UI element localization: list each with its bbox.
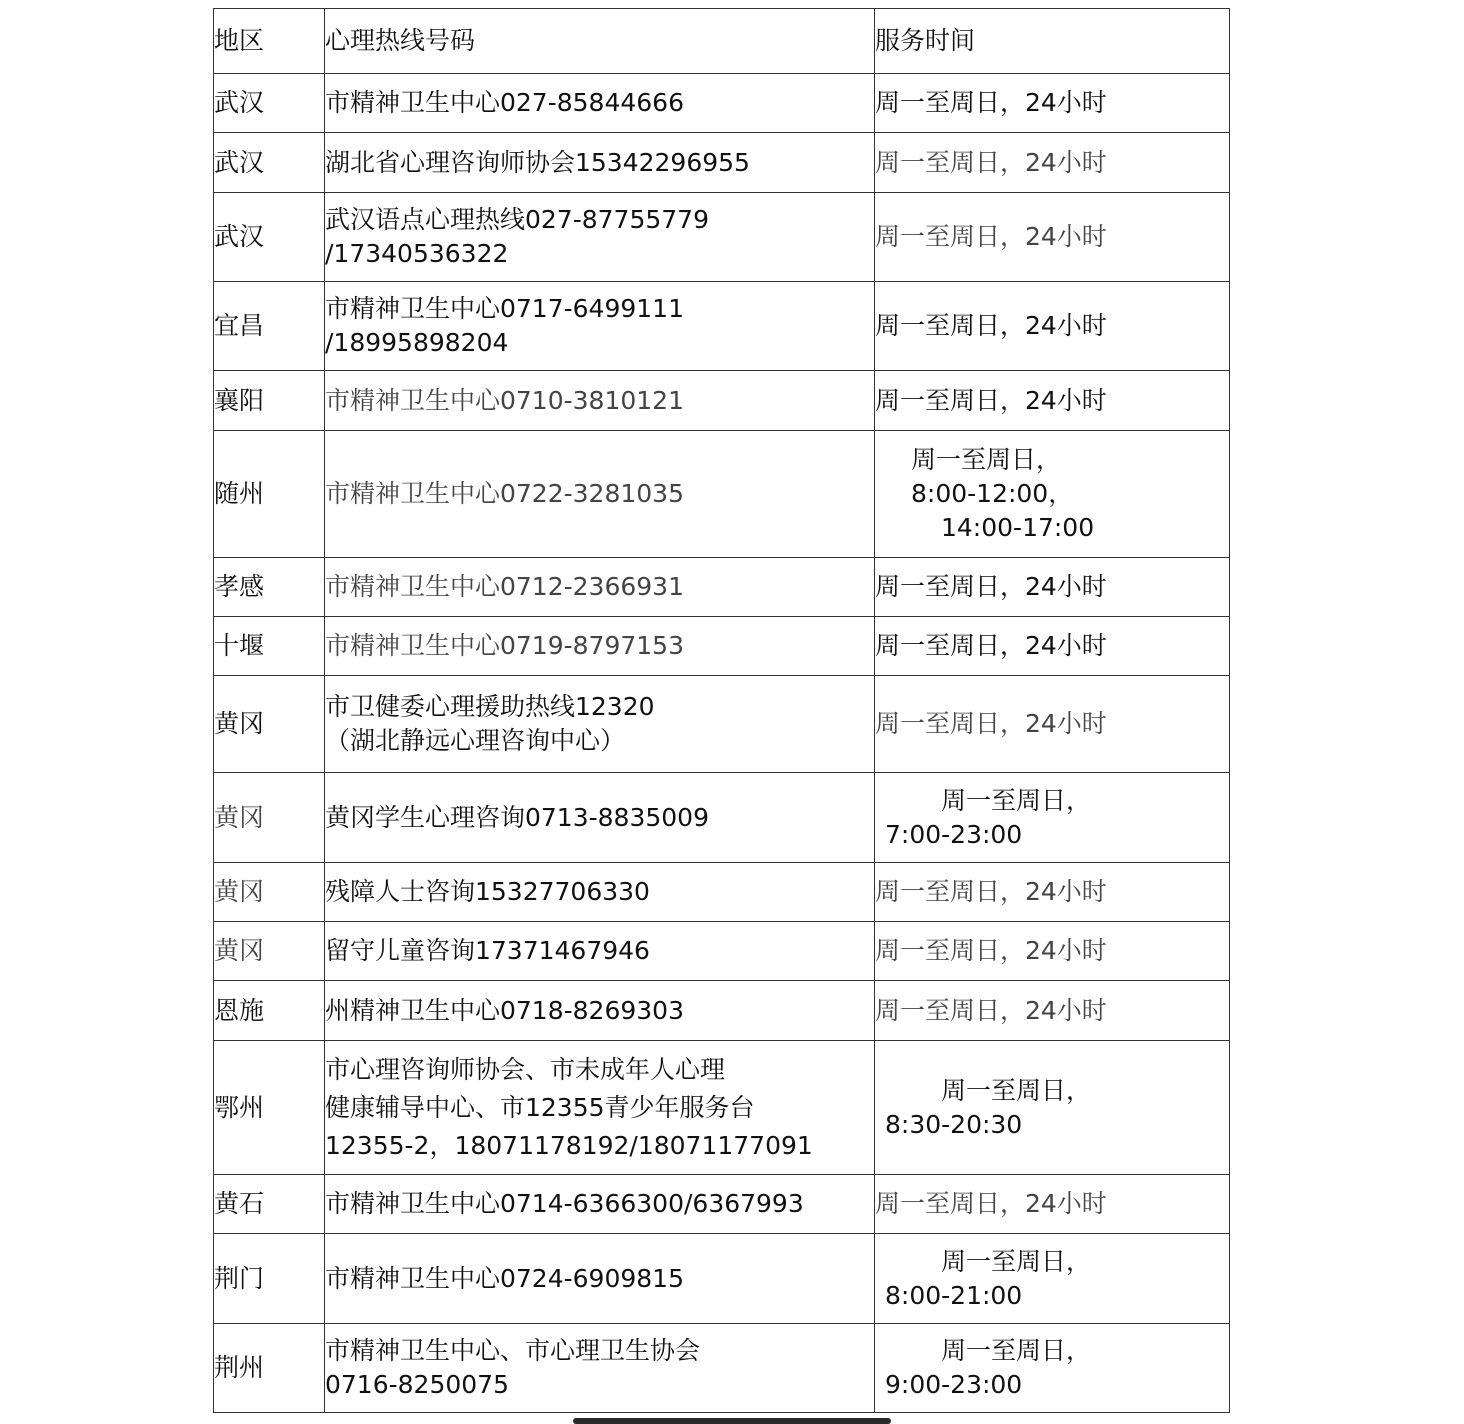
hours-cell: [875, 863, 1230, 922]
hours-cell: [875, 133, 1230, 193]
hours-text: 周一至周日，24小时: [875, 936, 1107, 965]
hours-cell: [875, 1324, 1230, 1413]
region-cell: 武汉: [214, 74, 325, 133]
hours-text: 周一至周日，: [941, 1246, 1092, 1276]
hotline-text: 市精神卫生中心0719-8797153: [325, 631, 684, 660]
hours-cell: [875, 1175, 1230, 1234]
region-cell: 鄂州: [214, 1041, 325, 1175]
hours-cell: [875, 773, 1230, 863]
hours-cell: [875, 1234, 1230, 1324]
hours-text: 8:00-12:00，: [911, 479, 1074, 508]
hours-text: 8:00-21:00: [885, 1280, 1023, 1310]
horizontal-scrollbar[interactable]: [573, 1418, 891, 1424]
hours-text: 周一至周日，24小时: [875, 877, 1107, 906]
hotline-cell: [325, 1175, 875, 1234]
hotline-cell: [325, 1041, 875, 1175]
hours-cell: [875, 981, 1230, 1041]
hotline-cell: [325, 1234, 875, 1324]
hotline-text: 12355-2，18071178192/18071177091: [325, 1130, 813, 1160]
hours-text: 周一至周日，: [941, 1075, 1092, 1105]
hotline-cell: [325, 1324, 875, 1413]
hours-text: 9:00-23:00: [885, 1370, 1023, 1399]
hours-text: 周一至周日，24小时: [875, 147, 1107, 177]
table-row: [214, 863, 1230, 922]
hotline-cell: [325, 74, 875, 133]
region-cell: 宜昌: [214, 282, 325, 371]
region-cell: 武汉: [214, 193, 325, 282]
table-row: [214, 1041, 1230, 1175]
table-row: [214, 922, 1230, 981]
hours-text: 7:00-23:00: [885, 819, 1023, 849]
table-row: [214, 282, 1230, 371]
hours-text: 周一至周日，: [911, 445, 1062, 474]
hotline-cell: [325, 863, 875, 922]
hotline-cell: [325, 133, 875, 193]
hotline-cell: [325, 981, 875, 1041]
hours-cell: [875, 558, 1230, 617]
hours-text: 周一至周日，: [941, 785, 1092, 815]
table-row: [214, 431, 1230, 558]
hotline-text: 市卫健委心理援助热线12320: [325, 692, 655, 721]
region-cell: 随州: [214, 431, 325, 558]
hotline-text: 市精神卫生中心0722-3281035: [325, 479, 684, 508]
region-cell: 黄冈: [214, 922, 325, 981]
hotline-text: 市精神卫生中心0717-6499111: [325, 294, 684, 323]
region-cell: 黄冈: [214, 676, 325, 773]
table-row: [214, 1324, 1230, 1413]
hotline-cell: [325, 558, 875, 617]
hours-cell: [875, 371, 1230, 431]
hours-text: 周一至周日，24小时: [875, 222, 1107, 251]
hours-text: 周一至周日，24小时: [875, 995, 1107, 1025]
hours-text: 8:30-20:30: [885, 1109, 1023, 1139]
table-row: [214, 617, 1230, 676]
header-region: 地区: [214, 9, 325, 74]
table-row: [214, 74, 1230, 133]
hotline-cell: [325, 922, 875, 981]
region-cell: 黄冈: [214, 773, 325, 863]
hotline-text: /17340536322: [325, 239, 509, 268]
hours-text: 周一至周日，24小时: [875, 709, 1107, 738]
hours-cell: [875, 282, 1230, 371]
hotline-cell: [325, 773, 875, 863]
hotline-cell: [325, 193, 875, 282]
table-row: [214, 1175, 1230, 1234]
hotline-cell: [325, 431, 875, 558]
hours-text: 周一至周日，24小时: [875, 311, 1107, 340]
table-row: [214, 371, 1230, 431]
hotline-text: 武汉语点心理热线027-87755779: [325, 205, 709, 234]
hotline-text: 市精神卫生中心0710-3810121: [325, 385, 684, 415]
region-cell: 黄石: [214, 1175, 325, 1234]
table-row: [214, 558, 1230, 617]
hotline-text: （湖北静远心理咨询中心）: [325, 726, 626, 755]
hotline-text: 州精神卫生中心0718-8269303: [325, 995, 684, 1025]
region-cell: 恩施: [214, 981, 325, 1041]
hotline-cell: [325, 676, 875, 773]
table-row: [214, 676, 1230, 773]
hotline-cell: [325, 282, 875, 371]
hours-cell: [875, 922, 1230, 981]
hotline-text: 健康辅导中心、市12355青少年服务台: [325, 1092, 755, 1122]
hours-cell: [875, 74, 1230, 133]
region-cell: 孝感: [214, 558, 325, 617]
hours-cell: [875, 676, 1230, 773]
hotline-text: 市精神卫生中心0714-6366300/6367993: [325, 1189, 804, 1218]
hotline-cell: [325, 617, 875, 676]
table-row: [214, 193, 1230, 282]
hotline-text: /18995898204: [325, 328, 509, 357]
region-cell: 武汉: [214, 133, 325, 193]
hours-text: 周一至周日，24小时: [875, 572, 1107, 601]
region-cell: 十堰: [214, 617, 325, 676]
hours-cell: [875, 1041, 1230, 1175]
hours-text: 周一至周日，24小时: [875, 1189, 1107, 1218]
hotline-text: 湖北省心理咨询师协会15342296955: [325, 147, 750, 177]
region-cell: 襄阳: [214, 371, 325, 431]
hotline-text: 市精神卫生中心、市心理卫生协会: [325, 1336, 701, 1365]
hours-text: 周一至周日，24小时: [875, 385, 1107, 415]
hotline-cell: [325, 371, 875, 431]
table-header-row: [214, 9, 1230, 74]
table-row: [214, 981, 1230, 1041]
table-row: [214, 1234, 1230, 1324]
hours-text: 周一至周日，24小时: [875, 88, 1107, 117]
hotline-text: 市心理咨询师协会、市未成年人心理: [325, 1054, 726, 1084]
header-hours: 服务时间: [875, 9, 1230, 74]
hotline-table: [213, 8, 1230, 1413]
hours-cell: [875, 617, 1230, 676]
table-row: [214, 133, 1230, 193]
header-hotline: 心理热线号码: [325, 9, 875, 74]
hours-text: 周一至周日，: [941, 1336, 1092, 1365]
hotline-text: 留守儿童咨询17371467946: [325, 936, 650, 965]
hours-text: 周一至周日，24小时: [875, 631, 1107, 660]
region-cell: 荆门: [214, 1234, 325, 1324]
hours-text: 14:00-17:00: [941, 513, 1095, 542]
hotline-text: 市精神卫生中心0724-6909815: [325, 1263, 684, 1293]
hotline-text: 残障人士咨询15327706330: [325, 877, 650, 906]
hotline-text: 市精神卫生中心027-85844666: [325, 88, 684, 117]
region-cell: 荆州: [214, 1324, 325, 1413]
hotline-text: 0716-8250075: [325, 1370, 509, 1399]
region-cell: 黄冈: [214, 863, 325, 922]
hotline-text: 黄冈学生心理咨询0713-8835009: [325, 802, 709, 832]
table-row: [214, 773, 1230, 863]
hours-cell: [875, 193, 1230, 282]
hours-cell: [875, 431, 1230, 558]
hotline-text: 市精神卫生中心0712-2366931: [325, 572, 684, 601]
